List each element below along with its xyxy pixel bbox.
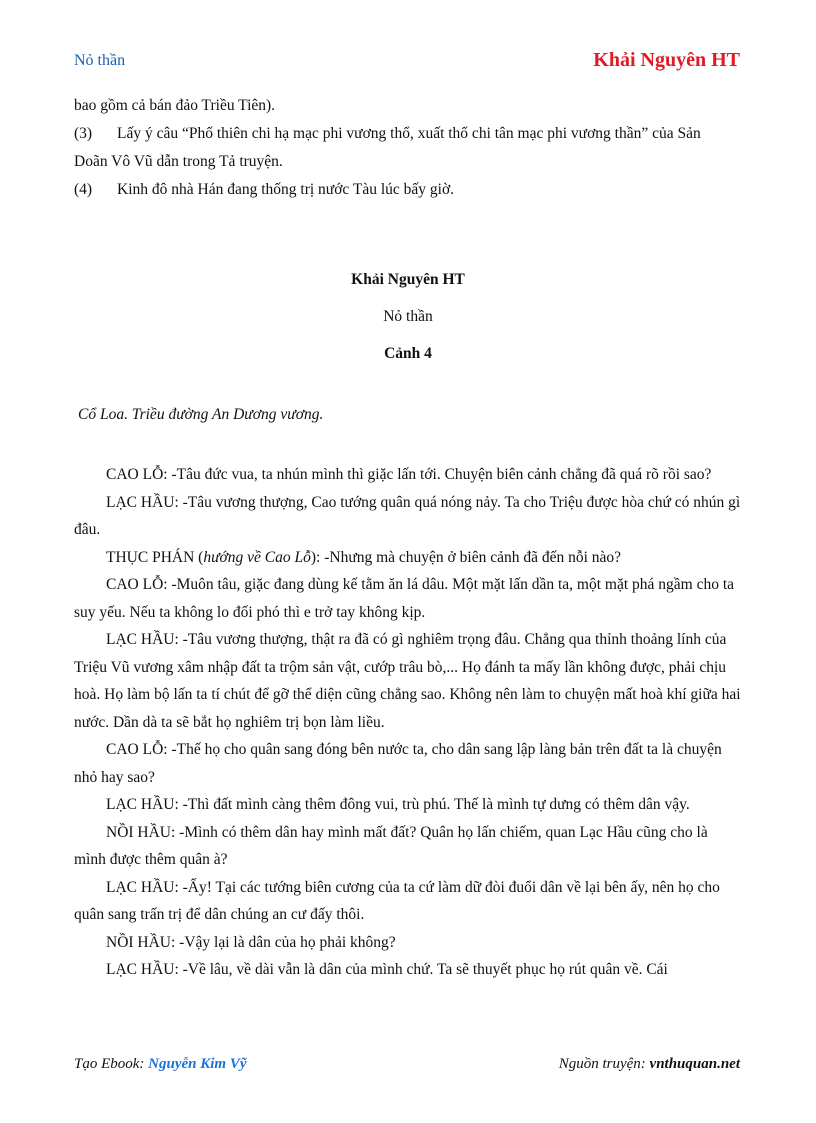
title-author: Khải Nguyên HT xyxy=(351,271,465,288)
footer-ebook-label: Tạo Ebook xyxy=(74,1056,140,1072)
dialogue-line: CAO LỖ: -Muôn tâu, giặc đang dùng kế tằm ăn lá dâu. Một mặt lấn dần ta, một mặt phá ngầm cho ta suy yếu. Nếu ta không lo đối phó thì e trở tay không kịp. xyxy=(74,576,735,621)
header-title-left: Nỏ thần xyxy=(74,52,126,69)
dialogue-body xyxy=(74,461,742,984)
footer-ebook-name: Nguyễn Kim Vỹ xyxy=(148,1056,247,1072)
title-work: Nỏ thần xyxy=(383,308,433,325)
footer-source-label: Nguồn truyện xyxy=(558,1056,641,1072)
dialogue-line: LẠC HẦU: -Thì đất mình càng thêm đông vui, trù phú. Thế là mình tự dưng có thêm dân vậy. xyxy=(106,796,690,813)
dialogue-line: LẠC HẦU: -Về lâu, về dài vẫn là dân của mình chứ. Ta sẽ thuyết phục họ rút quân về. Cái xyxy=(106,961,668,978)
stage-direction: hướng về Cao Lỗ xyxy=(203,548,311,566)
dialogue-line: NỒI HẦU: -Mình có thêm dân hay mình mất đất? Quân họ lấn chiếm, quan Lạc Hầu cũng cho là mình được thêm quân à? xyxy=(74,823,708,868)
header-author-right: Khải Nguyên HT xyxy=(593,49,740,71)
note-3-text: Lấy ý câu “Phổ thiên chi hạ mạc phi vương thổ, xuất thổ chi tân mạc phi vương thần” của Sản xyxy=(117,125,701,142)
speaker: THỤC PHÁN ( xyxy=(106,548,204,566)
speech: ): -Nhưng mà chuyện ở biên cảnh đã đến nỗi nào? xyxy=(310,548,622,566)
dialogue-line: LẠC HẦU: -Tâu vương thượng, Cao tướng quân quá nóng nảy. Ta cho Triệu được hòa chứ có nhún gì đâu. xyxy=(74,493,741,538)
footer-source-sep: : xyxy=(640,1056,650,1072)
dialogue-line: LẠC HẦU: -Ấy! Tại các tướng biên cương của ta cứ làm dữ đòi đuổi dân về lại bên ấy, nên họ cho quân sang trấn trị để dân chúng an cư đấy thôi. xyxy=(74,878,720,923)
dialogue-line: LẠC HẦU: -Tâu vương thượng, thật ra đã có gì nghiêm trọng đâu. Chẳng qua thỉnh thoảng lính của Triệu Vũ vương xâm nhập đất ta trộm sản vật, cướp trâu bò,... Họ đánh ta mấy lần không được, phải chịu hoà. Họ làm bộ lấn ta tí chút để gỡ thể diện cũng chẳng sao. Không nên làm to chuyện mất hoà khí giữa hai nước. Dần dà ta sẽ bắt họ nghiêm trị bọn làm liều. xyxy=(74,631,741,731)
note-4 xyxy=(74,176,742,204)
footer-source-credit xyxy=(559,1056,740,1073)
note-3 xyxy=(74,120,742,148)
footer-ebook-sep: : xyxy=(139,1056,149,1072)
note-continuation: bao gồm cả bán đảo Triều Tiên). xyxy=(74,97,276,114)
note-3-number: (3) xyxy=(74,125,93,142)
note-3-line2: Doãn Vô Vũ dẫn trong Tả truyện. xyxy=(74,153,283,170)
note-4-text: Kinh đô nhà Hán đang thống trị nước Tàu lúc bấy giờ. xyxy=(117,181,455,198)
dialogue-line-with-stage-direction xyxy=(74,544,742,572)
dialogue-line: NỒI HẦU: -Vậy lại là dân của họ phải không? xyxy=(106,933,396,951)
note-4-number: (4) xyxy=(74,181,93,198)
title-scene: Cảnh 4 xyxy=(384,345,432,362)
footer-source-site: vnthuquan.net xyxy=(649,1056,740,1072)
dialogue-line: CAO LỖ: -Tâu đức vua, ta nhún mình thì giặc lấn tới. Chuyện biên cảnh chẳng đã quá rõ rồi sao? xyxy=(106,466,712,483)
scene-setting: Cổ Loa. Triều đường An Dương vương. xyxy=(78,406,324,423)
footer-ebook-credit xyxy=(74,1056,247,1073)
dialogue-line: CAO LỖ: -Thế họ cho quân sang đóng bên nước ta, cho dân sang lập làng bản trên đất ta là chuyện nhỏ hay sao? xyxy=(74,741,722,786)
